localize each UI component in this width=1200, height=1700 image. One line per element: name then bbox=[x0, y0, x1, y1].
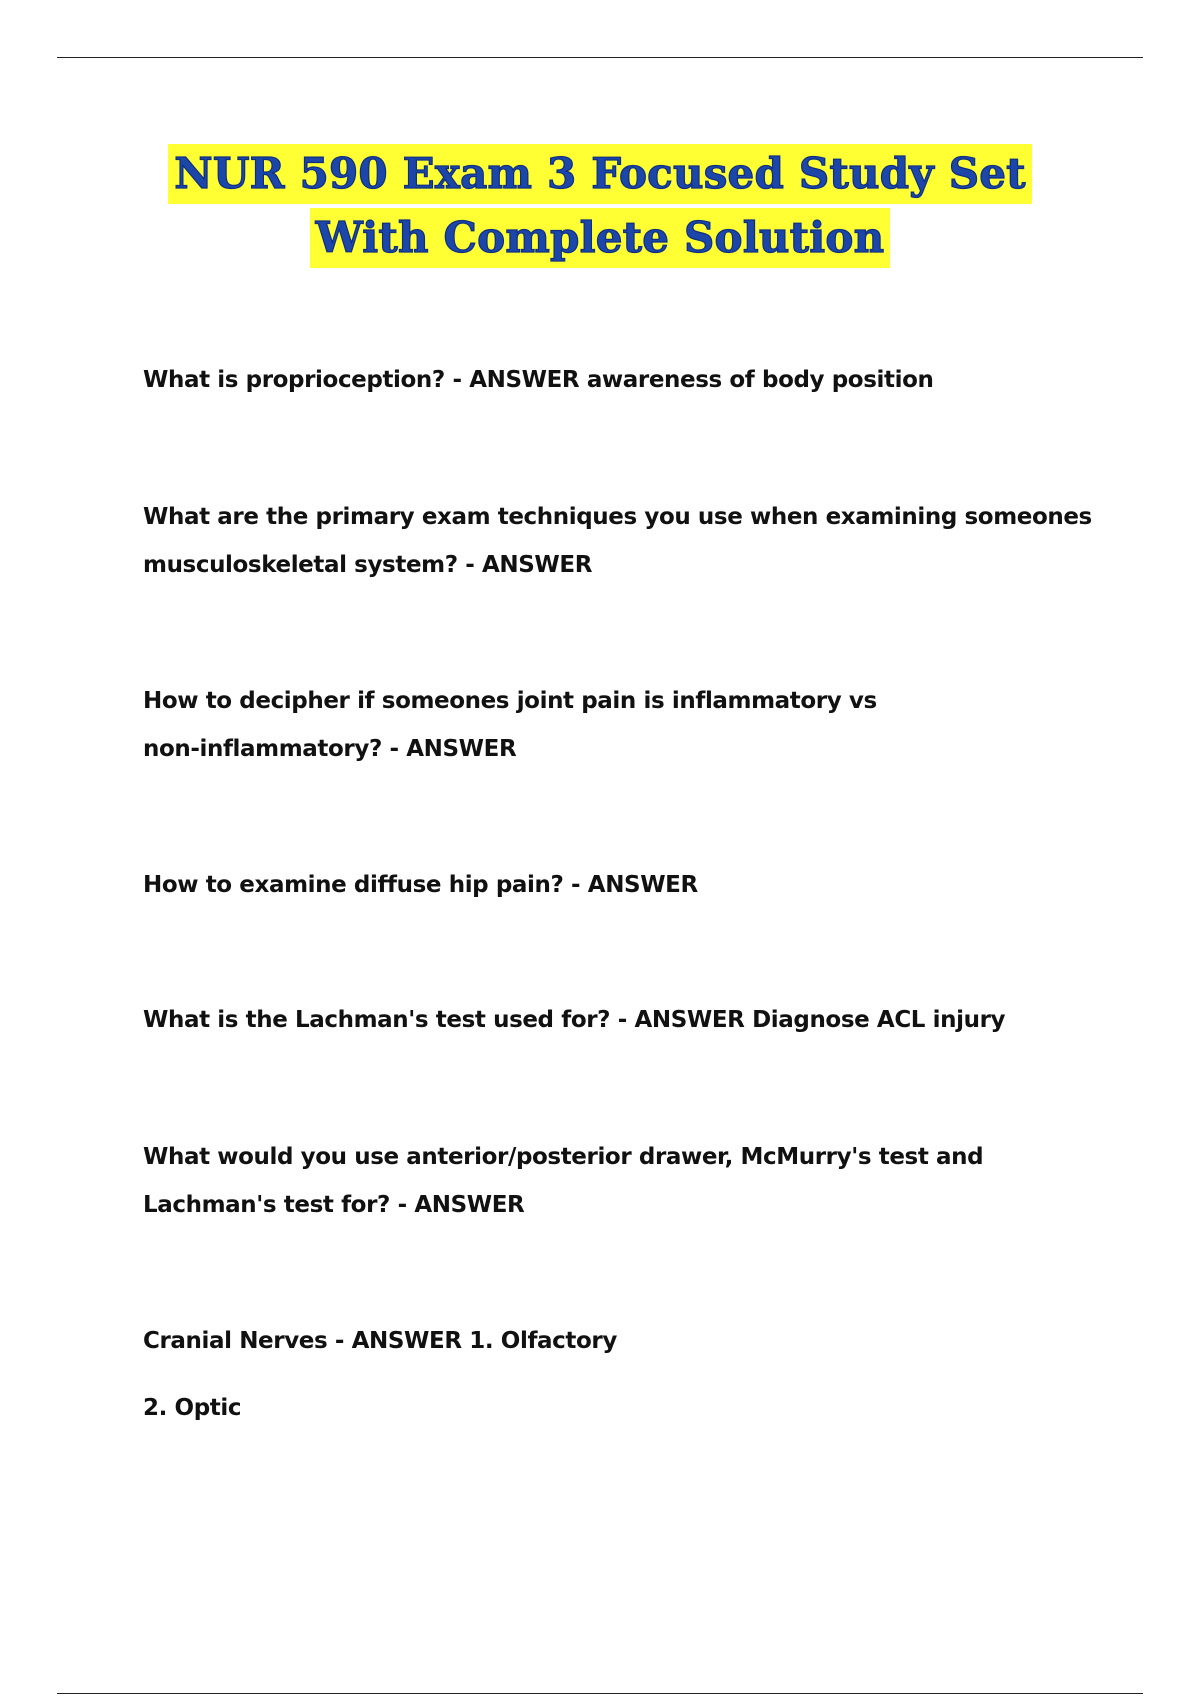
document-title bbox=[0, 142, 1200, 270]
qa-item-proprioception bbox=[143, 356, 1083, 404]
bottom-rule bbox=[57, 1693, 1143, 1694]
qa-item-exam-techniques bbox=[143, 493, 1092, 589]
qa-item-lachman bbox=[143, 996, 1083, 1044]
title-line-2: With Complete Solution bbox=[310, 208, 891, 268]
top-rule bbox=[57, 57, 1143, 58]
qa-line: 2. Optic bbox=[143, 1395, 242, 1421]
qa-line: non-inflammatory? - ANSWER bbox=[143, 736, 517, 762]
title-line-1: NUR 590 Exam 3 Focused Study Set bbox=[168, 144, 1032, 204]
qa-line: Lachman's test for? - ANSWER bbox=[143, 1192, 525, 1218]
qa-item-drawer-tests bbox=[143, 1133, 1083, 1229]
qa-item-cranial-nerves-continued bbox=[143, 1384, 1083, 1432]
qa-item-cranial-nerves bbox=[143, 1317, 1083, 1365]
qa-line: What is the Lachman's test used for? - ANSWER Diagnose ACL injury bbox=[143, 1007, 1006, 1033]
qa-line: What would you use anterior/posterior drawer, McMurry's test and bbox=[143, 1144, 984, 1170]
qa-line: How to decipher if someones joint pain is inflammatory vs bbox=[143, 688, 877, 714]
qa-line: What is proprioception? - ANSWER awareness of body position bbox=[143, 367, 934, 393]
qa-line: What are the primary exam techniques you use when examining someones bbox=[143, 504, 1092, 530]
qa-item-hip-pain bbox=[143, 861, 1083, 909]
qa-item-joint-pain bbox=[143, 677, 1083, 773]
qa-line: Cranial Nerves - ANSWER 1. Olfactory bbox=[143, 1328, 617, 1354]
qa-line: musculoskeletal system? - ANSWER bbox=[143, 552, 593, 578]
qa-line: How to examine diffuse hip pain? - ANSWER bbox=[143, 872, 698, 898]
